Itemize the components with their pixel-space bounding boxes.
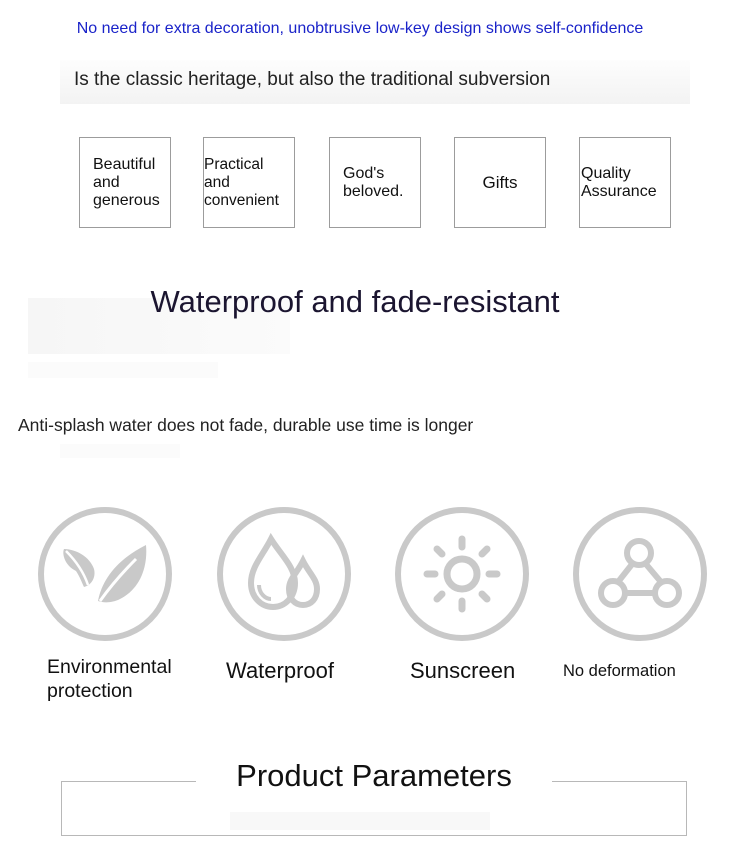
heritage-banner [60,60,690,104]
feature-box-gifts: Gifts [454,137,546,228]
feature-box-gods-beloved: God's beloved. [329,137,421,228]
water-drops-icon [215,505,353,643]
heritage-text: Is the classic heritage, but also the traditional subversion [74,69,551,90]
icon-caption-sunscreen: Sunscreen [410,658,516,683]
splash-description: Anti-splash water does not fade, durable use time is longer [18,415,474,435]
leaf-icon [36,505,174,643]
feature-box-quality: Quality Assurance [579,137,671,228]
feature-box-beautiful: Beautiful and generous [79,137,171,228]
tagline: No need for extra decoration, unobtrusive low-key design shows self-confidence [76,20,644,37]
sun-icon [393,505,531,643]
section-heading-waterproof: Waterproof and fade-resistant [150,284,560,319]
faded-background-block [60,444,180,458]
icon-caption-waterproof: Waterproof [226,658,335,683]
network-triangle-icon [571,505,709,643]
faded-background-block [28,362,218,378]
feature-box-practical: Practical and convenient [203,137,295,228]
product-parameters-title: Product Parameters [196,758,552,794]
faded-background-block [230,812,490,830]
icon-caption-no-deformation: No deformation [563,662,676,680]
icon-caption-environmental: Environmental protection [47,656,172,702]
